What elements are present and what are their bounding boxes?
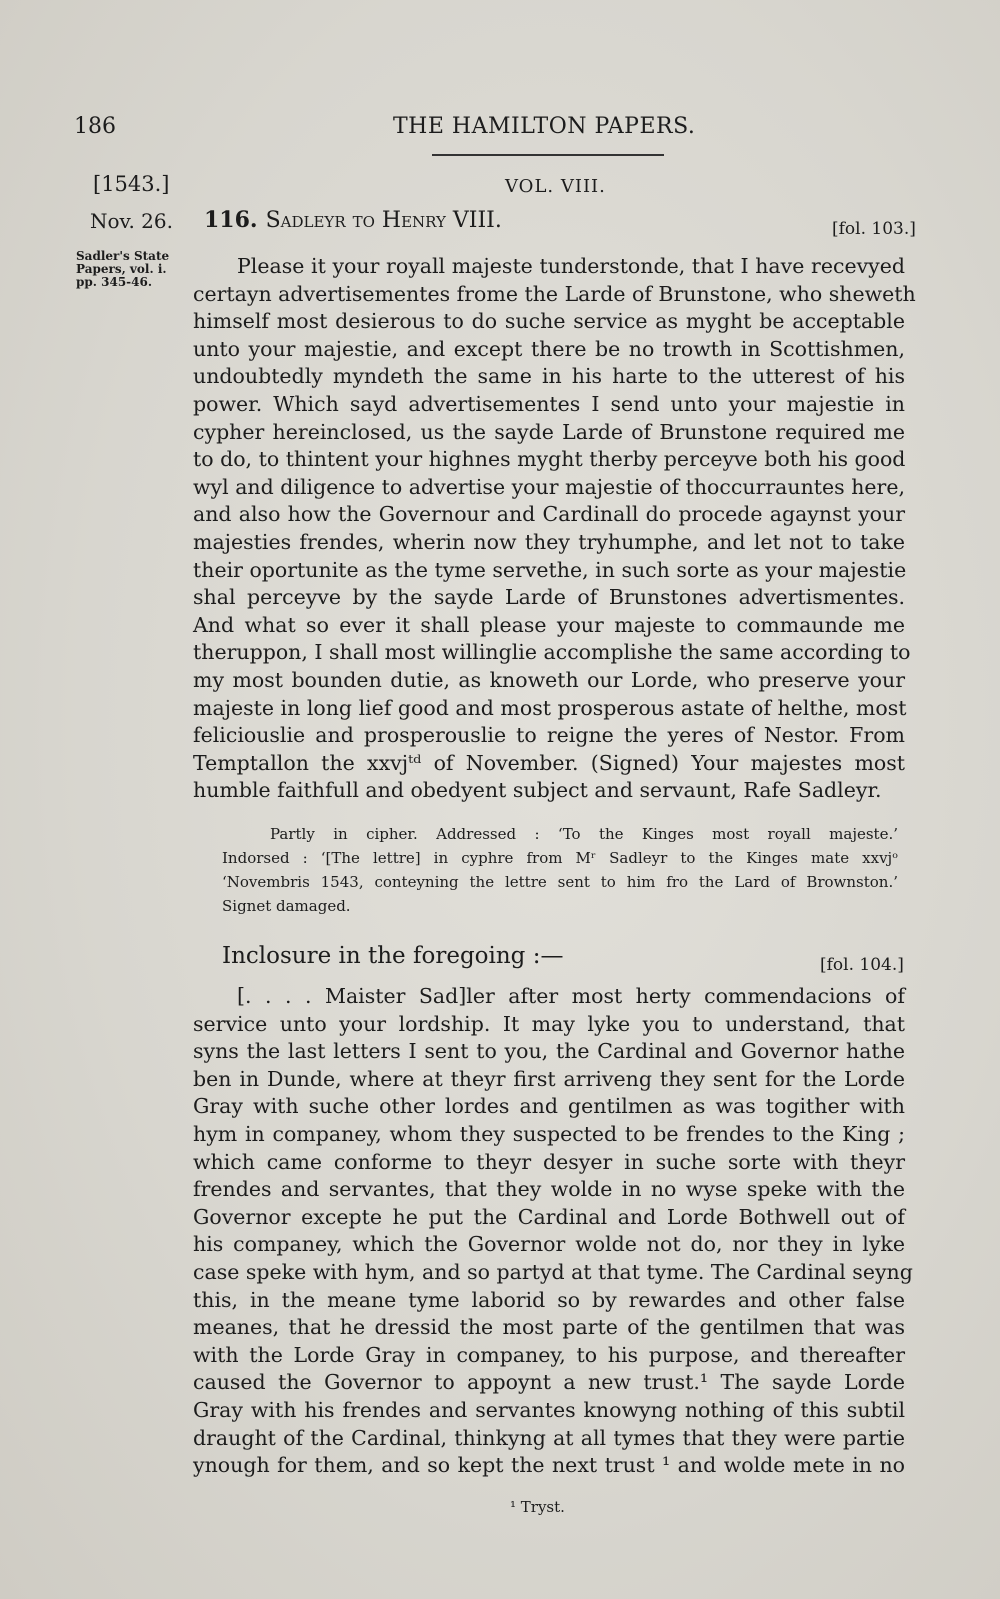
enclosure-line: draught of the Cardinal, thinkyng at all tymes that they were partie <box>193 1425 905 1450</box>
enclosure-line: frendes and servantes, that they wolde in no wyse speke with the <box>193 1177 905 1202</box>
letter-line: undoubtedly myndeth the same in his harte to the utterest of his <box>193 364 905 389</box>
enclosure-line: [. . . . Maister Sad]ler after most herty commendacions of <box>237 984 905 1008</box>
entry-date: Nov. 26. <box>90 209 173 233</box>
letter-line: to do, to thintent your highnes myght therby perceyve both his good <box>193 447 906 472</box>
running-title: THE HAMILTON PAPERS. <box>393 114 696 139</box>
entry-number: 116. <box>204 207 258 233</box>
margin-note-line: Papers, vol. i. <box>76 262 167 276</box>
enclosure-line: ynough for them, and so kept the next trust ¹ and wolde mete in no <box>193 1453 905 1478</box>
letter-line: unto your majestie, and except there be no trowth in Scottishmen, <box>193 336 905 361</box>
inclosure-heading: Inclosure in the foregoing :— <box>222 943 564 969</box>
enclosure-body <box>193 983 913 1480</box>
letter-line: majeste in long lief good and most prosperous astate of helthe, most <box>193 695 907 720</box>
letter-line: And what so ever it shall please your majeste to commaunde me <box>193 612 905 637</box>
note-line: Indorsed : ‘[The lettre] in cyphre from Mʳ Sadleyr to the Kinges mate xxvjᵒ <box>222 849 898 867</box>
editorial-notes <box>222 822 898 918</box>
letter-line: their oportunite as the tyme servethe, in such sorte as your majestie <box>193 557 907 582</box>
enclosure-line: his companey, which the Governor wolde not do, nor they in lyke <box>193 1232 905 1257</box>
letter-line: cypher hereinclosed, us the sayde Larde of Brunstone required me <box>193 419 905 444</box>
folio-reference: [fol. 103.] <box>832 219 916 239</box>
enclosure-line: which came conforme to theyr desyer in suche sorte with theyr <box>193 1149 905 1174</box>
note-line: Signet damaged. <box>222 897 351 915</box>
enclosure-line: meanes, that he dressid the most parte of the gentilmen that was <box>193 1315 905 1340</box>
entry-title: Sadleyr to Henry VIII. <box>265 208 502 233</box>
letter-line: my most bounden dutie, as knoweth our Lorde, who preserve your <box>193 667 905 692</box>
letter-line: Temptallon the xxvjᵗᵈ of November. (Signed) Your majestes most <box>193 750 905 775</box>
folio-reference: [fol. 104.] <box>820 955 904 975</box>
page-number: 186 <box>74 114 116 139</box>
letter-line: himself most desierous to do suche service as myght be acceptable <box>193 309 905 334</box>
enclosure-line: hym in companey, whom they suspected to be frendes to the King ; <box>193 1121 905 1146</box>
note-line: ‘Novembris 1543, conteyning the lettre sent to him fro the Lard of Brownston.’ <box>222 873 898 891</box>
letter-line: certayn advertisementes frome the Larde of Brunstone, who sheweth <box>193 281 916 306</box>
note-line: Partly in cipher. Addressed : ‘To the Kinges most royall majeste.’ <box>270 825 898 843</box>
letter-body <box>193 253 916 805</box>
enclosure-line: Gray with suche other lordes and gentilmen as was togither with <box>193 1094 905 1119</box>
enclosure-line: Governor excepte he put the Cardinal and Lorde Bothwell out of <box>193 1204 905 1229</box>
enclosure-line: this, in the meane tyme laborid so by rewardes and other false <box>193 1287 905 1312</box>
letter-line: majesties frendes, wherin now they tryhumphe, and let not to take <box>193 529 905 554</box>
enclosure-line: Gray with his frendes and servantes knowyng nothing of this subtil <box>193 1397 905 1422</box>
letter-line: power. Which sayd advertisementes I send unto your majestie in <box>193 391 905 416</box>
enclosure-line: syns the last letters I sent to you, the Cardinal and Governor hathe <box>193 1039 905 1064</box>
volume-label: VOL. VIII. <box>505 176 606 197</box>
year-marker: [1543.] <box>93 172 170 196</box>
enclosure-line: caused the Governor to appoynt a new trust.¹ The sayde Lorde <box>193 1370 905 1395</box>
margin-note-line: Sadler's State <box>76 249 170 263</box>
letter-line: humble faithfull and obedyent subject and servaunt, Rafe Sadleyr. <box>193 778 882 803</box>
footnote: ¹ Tryst. <box>510 1498 565 1516</box>
letter-line: wyl and diligence to advertise your majestie of thoccurrauntes here, <box>193 474 905 499</box>
margin-note-line: pp. 345-46. <box>76 275 153 289</box>
enclosure-line: case speke with hym, and so partyd at that tyme. The Cardinal seyng <box>193 1259 913 1284</box>
header-rule <box>432 154 664 156</box>
letter-line: and also how the Governour and Cardinall do procede agaynst your <box>193 502 905 527</box>
enclosure-line: service unto your lordship. It may lyke you to understand, that <box>193 1011 905 1036</box>
margin-note <box>76 250 169 289</box>
letter-line: feliciouslie and prosperouslie to reigne the yeres of Nestor. From <box>193 723 905 748</box>
enclosure-line: ben in Dunde, where at theyr first arriveng they sent for the Lorde <box>193 1066 905 1091</box>
entry-heading <box>204 207 502 233</box>
letter-line: Please it your royall majeste tunderstonde, that I have recevyed <box>237 254 905 278</box>
letter-line: shal perceyve by the sayde Larde of Brunstones advertismentes. <box>193 585 905 610</box>
letter-line: theruppon, I shall most willinglie accomplishe the same according to <box>193 640 911 665</box>
enclosure-line: with the Lorde Gray in companey, to his purpose, and thereafter <box>193 1342 905 1367</box>
